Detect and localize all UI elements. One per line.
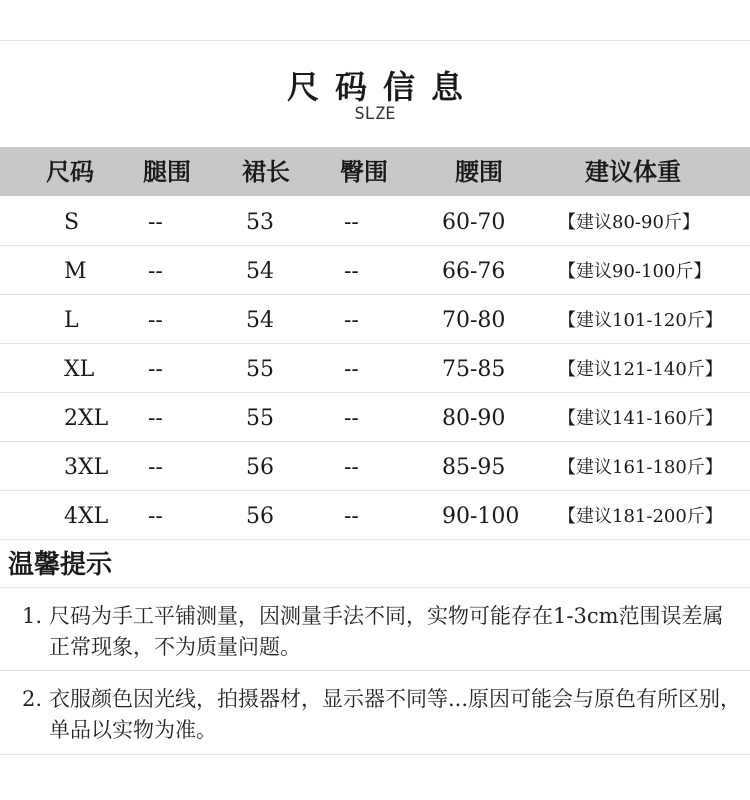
waist-cell: 80-90 [442, 406, 506, 431]
row-divider [0, 294, 750, 295]
page-subtitle: SLZE [354, 104, 396, 124]
table-row [0, 296, 750, 345]
top-divider [0, 40, 750, 41]
weight-cell: 【建议80-90斤】 [558, 212, 700, 233]
tips-divider [0, 587, 750, 588]
row-divider [0, 343, 750, 344]
waist-cell: 75-85 [442, 357, 506, 382]
leg-cell: -- [148, 259, 163, 284]
table-header [0, 147, 750, 196]
length-cell: 55 [246, 357, 274, 382]
size-cell: 3XL [64, 455, 109, 480]
size-cell: XL [64, 357, 95, 382]
hip-cell: -- [344, 259, 359, 284]
tip-number: 1. [22, 604, 43, 628]
leg-cell: -- [148, 406, 163, 431]
length-cell: 56 [246, 504, 274, 529]
table-row [0, 247, 750, 296]
hip-cell: -- [344, 308, 359, 333]
length-cell: 53 [246, 210, 274, 235]
hip-cell: -- [344, 357, 359, 382]
weight-cell: 【建议141-160斤】 [558, 408, 723, 429]
leg-cell: -- [148, 308, 163, 333]
leg-cell: -- [148, 210, 163, 235]
size-cell: L [64, 308, 79, 333]
waist-cell: 60-70 [442, 210, 506, 235]
table-row [0, 443, 750, 492]
column-header-length: 裙长 [242, 157, 290, 186]
row-divider [0, 392, 750, 393]
tip-item [22, 684, 742, 746]
length-cell: 54 [246, 308, 274, 333]
hip-cell: -- [344, 406, 359, 431]
length-cell: 54 [246, 259, 274, 284]
waist-cell: 90-100 [442, 504, 520, 529]
row-divider [0, 245, 750, 246]
waist-cell: 85-95 [442, 455, 506, 480]
weight-cell: 【建议90-100斤】 [558, 261, 712, 282]
hip-cell: -- [344, 455, 359, 480]
tips-divider [0, 754, 750, 755]
row-divider [0, 441, 750, 442]
waist-cell: 70-80 [442, 308, 506, 333]
row-divider [0, 490, 750, 491]
tip-number: 2. [22, 687, 43, 711]
tips-divider [0, 670, 750, 671]
page-title: 尺码信息 [286, 68, 479, 106]
weight-cell: 【建议121-140斤】 [558, 359, 723, 380]
hip-cell: -- [344, 504, 359, 529]
tip-text: 衣服颜色因光线，拍摄器材，显示器不同等...原因可能会与原色有所区别，单品以实物为准。 [49, 687, 742, 742]
column-header-size: 尺码 [46, 157, 94, 186]
row-divider [0, 539, 750, 540]
table-row [0, 394, 750, 443]
weight-cell: 【建议101-120斤】 [558, 310, 723, 331]
column-header-hip: 臀围 [340, 157, 388, 186]
size-cell: M [64, 259, 87, 284]
length-cell: 56 [246, 455, 274, 480]
weight-cell: 【建议181-200斤】 [558, 506, 723, 527]
size-cell: S [64, 210, 80, 235]
tip-item [22, 601, 742, 663]
length-cell: 55 [246, 406, 274, 431]
hip-cell: -- [344, 210, 359, 235]
weight-cell: 【建议161-180斤】 [558, 457, 723, 478]
column-header-weight: 建议体重 [585, 157, 681, 186]
leg-cell: -- [148, 504, 163, 529]
leg-cell: -- [148, 455, 163, 480]
column-header-leg: 腿围 [143, 157, 191, 186]
tips-title: 温馨提示 [8, 550, 113, 580]
table-row [0, 345, 750, 394]
size-cell: 4XL [64, 504, 109, 529]
size-cell: 2XL [64, 406, 109, 431]
table-row [0, 198, 750, 247]
tip-text: 尺码为手工平铺测量，因测量手法不同，实物可能存在1-3cm范围误差属正常现象，不为质量问题。 [49, 604, 724, 659]
table-row [0, 492, 750, 541]
leg-cell: -- [148, 357, 163, 382]
waist-cell: 66-76 [442, 259, 506, 284]
column-header-waist: 腰围 [455, 157, 503, 186]
